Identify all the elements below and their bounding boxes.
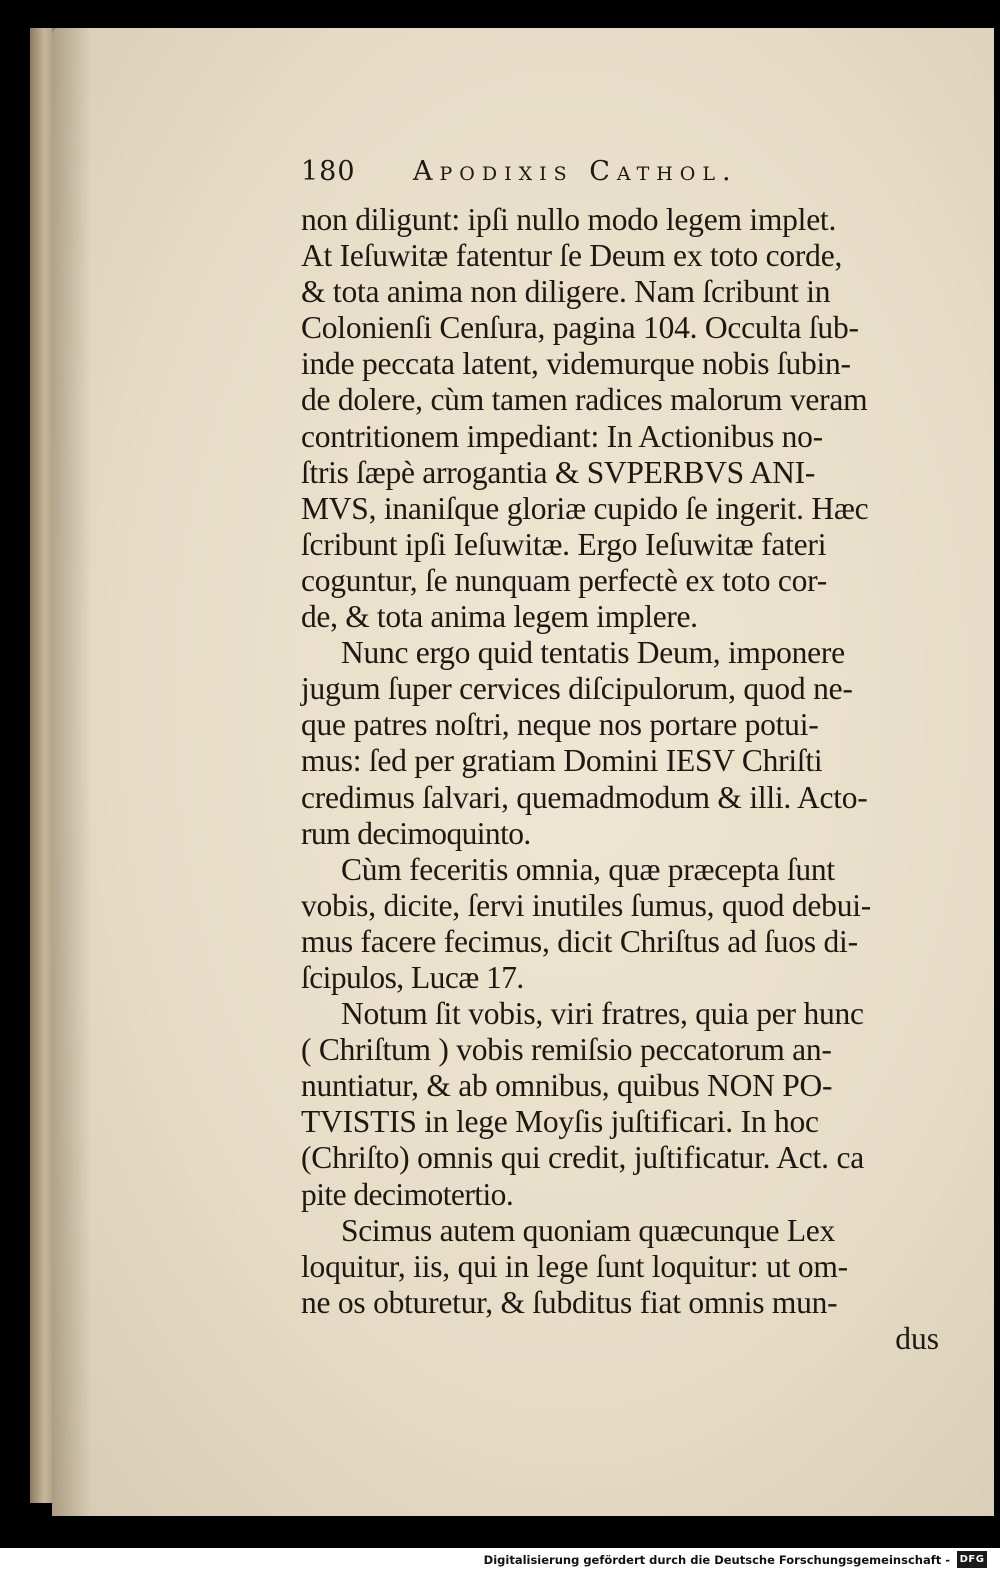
text-line: ne os obturetur, & ſubditus fiat omnis mun- — [301, 1284, 838, 1320]
text-line: Cùm feceritis omnia, quæ præcepta ſunt — [341, 851, 835, 887]
text-line: (Chriſto) omnis qui credit, juſtificatur. Act. ca — [301, 1140, 864, 1176]
text-line: Scimus autem quoniam quæcunque Lex — [341, 1212, 835, 1248]
text-line: que patres noſtri, neque nos portare potui- — [301, 707, 819, 743]
funding-credit: Digitalisierung gefördert durch die Deutsche Forschungsgemeinschaft - — [483, 1553, 950, 1567]
text-line: inde peccata latent, videmurque nobis ſubin- — [301, 346, 851, 382]
text-line: de dolere, cùm tamen radices malorum veram — [301, 382, 868, 418]
text-line: loquitur, iis, qui in lege ſunt loquitur: ut om- — [301, 1248, 848, 1284]
text-line: coguntur, ſe nunquam perfectè ex toto cor- — [301, 562, 828, 598]
text-line: ſtris ſæpè arrogantia & SVPERBVS ANI- — [301, 454, 816, 490]
dfg-logo: DFG — [957, 1551, 987, 1568]
page-header — [301, 156, 873, 196]
text-line: ſcipulos, Lucæ 17. — [301, 959, 524, 995]
gutter-shadow — [52, 28, 92, 1516]
page-number: 180 — [301, 156, 356, 187]
text-line: MVS, inaniſque gloriæ cupido ſe ingerit. Hæc — [301, 490, 869, 526]
text-line: & tota anima non diligere. Nam ſcribunt in — [301, 274, 831, 310]
text-line: jugum ſuper cervices diſcipulorum, quod ne- — [301, 671, 853, 707]
text-line: pite decimotertio. — [301, 1176, 514, 1212]
text-line: Colonienſi Cenſura, pagina 104. Occulta ſub- — [301, 310, 859, 346]
text-line: Notum ſit vobis, viri fratres, quia per hunc — [341, 996, 864, 1032]
text-line: Nunc ergo quid tentatis Deum, imponere — [341, 635, 845, 671]
text-line: mus facere fecimus, dicit Chriſtus ad ſuos di- — [301, 923, 858, 959]
text-line: mus: ſed per gratiam Domini IESV Chriſti — [301, 743, 823, 779]
text-line: ſcribunt ipſi Ieſuwitæ. Ergo Ieſuwitæ fateri — [301, 526, 827, 562]
text-line: ( Chriſtum ) vobis remiſsio peccatorum an- — [301, 1032, 832, 1068]
text-line: At Ieſuwitæ fatentur ſe Deum ex toto corde, — [301, 238, 843, 274]
text-line: rum decimoquinto. — [301, 815, 531, 851]
body-text — [301, 202, 951, 1357]
text-line: nuntiatur, & ab omnibus, quibus NON PO- — [301, 1068, 833, 1104]
text-line: non diligunt: ipſi nullo modo legem implet. — [301, 202, 837, 237]
text-line: dus — [895, 1320, 939, 1356]
text-line: vobis, dicite, ſervi inutiles ſumus, quod debui- — [301, 887, 872, 923]
text-line: credimus ſalvari, quemadmodum & illi. Acto- — [301, 779, 868, 815]
running-title: Apodixis Cathol. — [413, 156, 738, 187]
text-line: de, & tota anima legem implere. — [301, 599, 698, 635]
text-line: contritionem impediant: In Actionibus no- — [301, 418, 823, 454]
text-line: TVISTIS in lege Moyſis juſtificari. In hoc — [301, 1104, 819, 1140]
